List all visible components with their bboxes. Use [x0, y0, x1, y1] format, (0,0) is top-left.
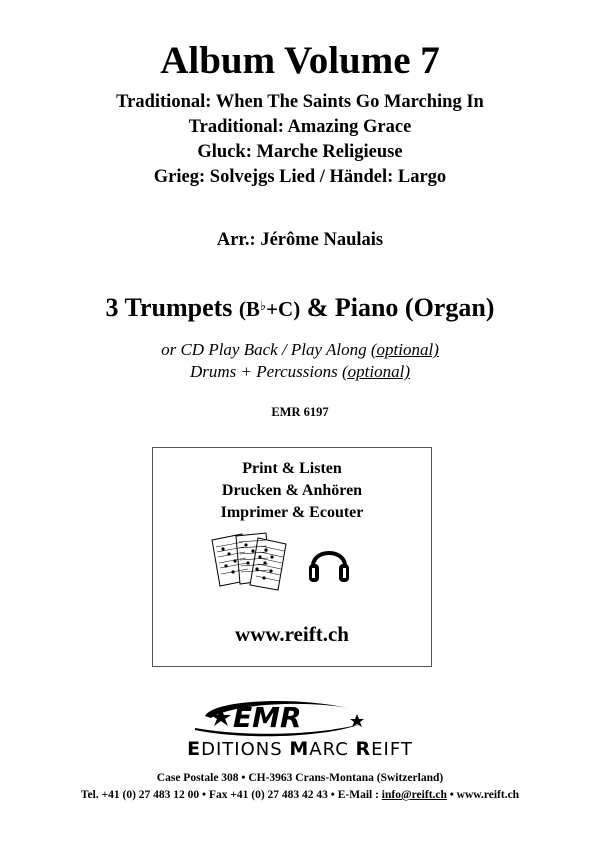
works-list: [0, 90, 600, 190]
print-line: Drucken & Anhören: [221, 482, 363, 499]
instrumentation-prefix: 3 Trumpets: [105, 293, 239, 322]
instrumentation: [0, 292, 600, 325]
email-link[interactable]: info@reift.ch: [381, 789, 447, 801]
headphones-icon: [307, 538, 351, 586]
instrumentation-key: (B♭+C): [238, 297, 301, 321]
website-link[interactable]: www.reift.ch: [235, 622, 349, 646]
work-item: Traditional: When The Saints Go Marching In: [116, 92, 484, 112]
print-listen-lines: [153, 458, 431, 524]
work-item: Gluck: Marche Religieuse: [197, 142, 403, 162]
album-title: Album Volume 7: [160, 39, 440, 82]
instrumentation-suffix: & Piano (Organ): [300, 293, 495, 322]
sheet-music-icon: [208, 530, 290, 592]
publisher-name: EDITIONS MARC REIFT: [187, 738, 413, 760]
print-line: Print & Listen: [242, 460, 342, 477]
work-item: Traditional: Amazing Grace: [188, 117, 412, 137]
emr-logo: [143, 694, 393, 738]
work-item: Grieg: Solvejgs Lied / Händel: Largo: [153, 167, 447, 187]
print-listen-box: [152, 447, 432, 667]
publisher-contact: Tel. +41 (0) 27 483 12 00 • Fax +41 (0) 27 483 42 43 • E-Mail : info@reift.ch • www.reift.ch: [80, 789, 520, 801]
catalog-code: EMR 6197: [271, 405, 329, 419]
options: [0, 339, 600, 383]
publisher-address: Case Postale 308 • CH-3963 Crans-Montana (Switzerland): [156, 772, 444, 784]
arranger: Arr.: Jérôme Naulais: [216, 230, 384, 250]
print-line: Imprimer & Ecouter: [220, 504, 364, 521]
option-playback: or CD Play Back / Play Along (optional): [161, 340, 439, 359]
option-drums: Drums + Percussions (optional): [189, 362, 411, 381]
flat-sign: ♭: [259, 298, 267, 313]
emr-logo-text: EMR: [233, 701, 302, 734]
